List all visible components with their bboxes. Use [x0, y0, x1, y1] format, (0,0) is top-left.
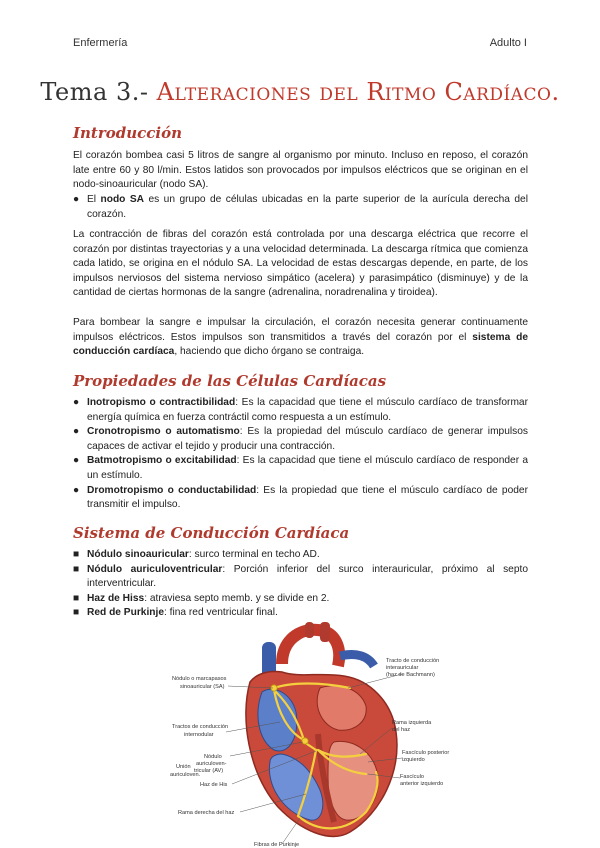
artery-branch — [320, 622, 330, 642]
bullet-icon: ● — [73, 455, 80, 467]
label-his: Haz de His — [200, 782, 228, 788]
label-internodal-line1: Tractos de conducción — [172, 724, 229, 730]
pulmonary-vessel — [340, 654, 374, 666]
list-item: ● Dromotropismo o conductabilidad: Es la propiedad que tiene el músculo cardíaco de poder transmitir el impulso. — [73, 484, 528, 511]
intro-bullet-list — [73, 193, 528, 222]
list-item: ● El nodo SA es un grupo de células ubicadas en la parte superior de la aurícula derecha del corazón. — [73, 194, 528, 220]
intro-paragraph-2: La contracción de fibras del corazón está controlada por una descarga eléctrica que recorre el corazón por distintas trayectorias y a una velocidad determinada. La descarga rítmica que comienza cada latido, se origina en el nódulo SA. La velocidad de estas descargas depende, en parte, de los impulsos nerviosos del sistema nervioso simpático (acelera) y parasimpático (disminuye) y de la cantidad de ciertas hormonas de la sangre (adrenalina, noradrenalina y tiroidea). — [73, 229, 528, 299]
label-av-junction-line2: auriculoven. — [170, 772, 201, 778]
label-av-node-line2: auriculoven- — [196, 761, 227, 767]
label-post-fascicle-line1: Fascículo posterior — [402, 750, 450, 756]
intro-paragraph-3: Para bombear la sangre e impulsar la circulación, el corazón necesita generar continuamente impulsos eléctricos. Estos impulsos son transmitidos a través del corazón por el sistema de conducción cardíaca, haciendo que dicho órgano se contraiga. — [73, 317, 528, 358]
list-item: ■ Red de Purkinje: fina red ventricular final. — [73, 606, 528, 621]
list-item: ● Batmotropismo o excitabilidad: Es la capacidad que tiene el músculo cardíaco de responder a un estímulo. — [73, 455, 528, 481]
section-heading-properties: Propiedades de las Células Cardíacas — [73, 372, 387, 390]
header-level: Adulto I — [489, 37, 527, 49]
page-title — [0, 78, 600, 106]
label-internodal-line2: internodular — [184, 732, 214, 738]
label-left-branch-line2: del haz — [392, 727, 411, 733]
list-item: ● Inotropismo o contractibilidad: Es la capacidad que tiene el músculo cardíaco de transformar energía química en fuerza contráctil como respuesta a un estímulo. — [73, 397, 528, 423]
bullet-icon: ● — [73, 397, 80, 408]
term-conduction-system: sistema de conducción cardíaca — [73, 331, 528, 358]
conduction-list — [73, 548, 528, 621]
square-bullet-icon: ■ — [73, 563, 80, 575]
bullet-icon: ● — [73, 194, 80, 205]
header-course: Enfermería — [73, 37, 128, 49]
section-heading-intro: Introducción — [73, 124, 183, 142]
label-av-node-line1: Nódulo — [204, 754, 222, 760]
heart-conduction-figure — [170, 622, 450, 848]
bullet-icon: ● — [73, 426, 80, 438]
square-bullet-icon: ■ — [73, 607, 80, 619]
square-bullet-icon: ■ — [73, 549, 80, 560]
label-purkinje: Fibras de Purkinje — [254, 842, 300, 848]
label-av-junction-line1: Unión — [176, 764, 191, 770]
label-bachmann-line2: interauricular — [386, 665, 419, 671]
intro-paragraph-1: El corazón bombea casi 5 litros de sangre al organismo por minuto. Incluso en reposo, el corazón late entre 60 y 80 l/min. Estos latidos son provocados por impulsos eléctricos que se originan en el nodo-sinoauricular (nodo SA). — [73, 150, 528, 191]
list-item: ■ Nódulo auriculoventricular: Porción inferior del surco interauricular, próximo al septo interventricular. — [73, 563, 528, 590]
section-heading-conduction: Sistema de Conducción Cardíaca — [73, 524, 350, 542]
label-bachmann-line1: Tracto de conducción — [386, 658, 440, 664]
label-ant-fascicle-line1: Fascículo — [400, 774, 424, 780]
label-bachmann-line3: (haz de Bachmann) — [386, 672, 435, 678]
list-item: ■ Nódulo sinoauricular: surco terminal en techo AD. — [73, 548, 528, 563]
artery-branch — [305, 622, 314, 638]
properties-list — [73, 396, 528, 513]
term-nodo-sa: nodo SA — [100, 194, 145, 205]
label-post-fascicle-line2: izquierdo — [402, 757, 425, 763]
label-left-branch-line1: Rama izquierda — [392, 720, 432, 726]
label-av-node-line3: tricular (AV) — [194, 768, 224, 774]
bullet-icon: ● — [73, 484, 80, 496]
label-sa-node-line2: sinoauricular (SA) — [180, 684, 225, 690]
title-prefix: Tema 3.- — [40, 78, 149, 106]
title-main: Alteraciones del Ritmo Cardíaco. — [156, 78, 560, 106]
label-sa-node-line1: Nódulo o marcapasos — [172, 676, 227, 682]
list-item: ● Cronotropismo o automatismo: Es la propiedad del músculo cardíaco de generar impulsos capaces de activar el tejido y producir una contracción. — [73, 426, 529, 452]
list-item: ■ Haz de Hiss: atraviesa septo memb. y se divide en 2. — [73, 592, 528, 607]
label-right-branch: Rama derecha del haz — [178, 810, 235, 816]
label-ant-fascicle-line2: anterior izquierdo — [400, 781, 444, 787]
av-node — [302, 738, 308, 744]
square-bullet-icon: ■ — [73, 592, 80, 604]
